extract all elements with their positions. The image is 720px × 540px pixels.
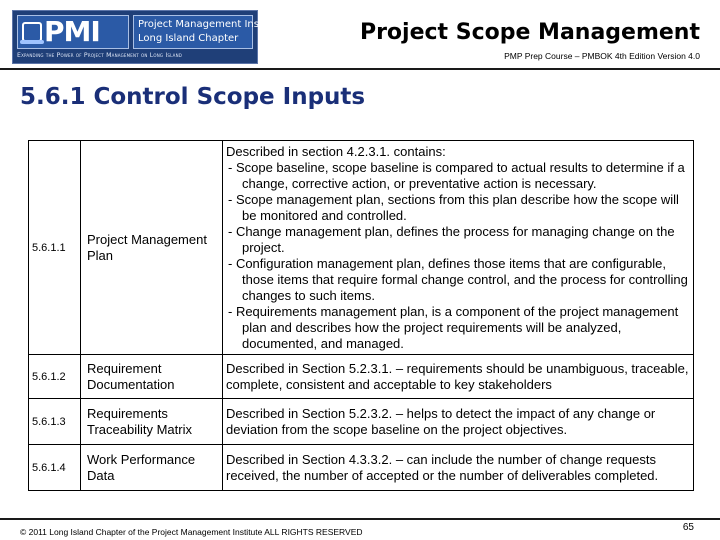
- description-item: - Requirements management plan, is a component of the project management plan and describes how the project requirements will be analyzed, documented, and managed.: [228, 304, 679, 351]
- wave-icon: [20, 40, 44, 44]
- input-description: [223, 141, 694, 355]
- description-intro: Described in section 4.2.3.1. contains:: [226, 144, 446, 159]
- pmi-logo-mark: [17, 15, 129, 49]
- input-id: 5.6.1.3: [29, 399, 81, 445]
- input-name: Requirement Documentation: [81, 355, 223, 399]
- input-description: Described in Section 4.3.3.2. – can include the number of change requests received, the number of accepted or the number of deliverables completed.: [223, 445, 694, 491]
- section-heading: 5.6.1 Control Scope Inputs: [20, 84, 366, 110]
- description-item: - Scope management plan, sections from this plan describe how the scope will be monitored and controlled.: [228, 192, 679, 223]
- table-row: [29, 355, 694, 399]
- input-name: Work Performance Data: [81, 445, 223, 491]
- logo-text: PMI: [44, 15, 100, 48]
- inputs-table: [28, 140, 694, 491]
- logo-tagline: Expanding the Power of Project Management on Long Island: [17, 52, 183, 59]
- description-item: - Configuration management plan, defines those items that are configurable, those items that require formal change control, and the process for controlling changes to such items.: [228, 256, 688, 303]
- organization-name: [133, 15, 286, 49]
- table-row: [29, 141, 694, 355]
- slide-title: Project Scope Management: [359, 20, 700, 45]
- header-divider: [0, 68, 720, 70]
- organization-line-1: Project Management Institute: [138, 19, 286, 30]
- copyright-notice: © 2011 Long Island Chapter of the Project Management Institute ALL RIGHTS RESERVED: [20, 527, 363, 537]
- table-row: [29, 445, 694, 491]
- globe-icon: [22, 22, 42, 42]
- input-name: Requirements Traceability Matrix: [81, 399, 223, 445]
- input-id: 5.6.1.4: [29, 445, 81, 491]
- description-item: - Change management plan, defines the process for managing change on the project.: [228, 224, 675, 255]
- input-name: Project Management Plan: [81, 141, 223, 355]
- organization-line-2: Long Island Chapter: [138, 33, 239, 44]
- course-subtitle: PMP Prep Course – PMBOK 4th Edition Version 4.0: [504, 51, 700, 61]
- page-number: 65: [682, 522, 694, 533]
- description-item: - Scope baseline, scope baseline is compared to actual results to determine if a change, corrective action, or preventative action is necessary.: [228, 160, 685, 191]
- table-row: [29, 399, 694, 445]
- footer-divider: [0, 518, 720, 520]
- pmi-logo: [12, 10, 286, 64]
- input-description: Described in Section 5.2.3.1. – requirements should be unambiguous, traceable, complete, consistent and acceptable to key stakeholders: [223, 355, 694, 399]
- input-description: Described in Section 5.2.3.2. – helps to detect the impact of any change or deviation from the scope baseline on the project objectives.: [223, 399, 694, 445]
- input-id: 5.6.1.1: [29, 141, 81, 355]
- input-id: 5.6.1.2: [29, 355, 81, 399]
